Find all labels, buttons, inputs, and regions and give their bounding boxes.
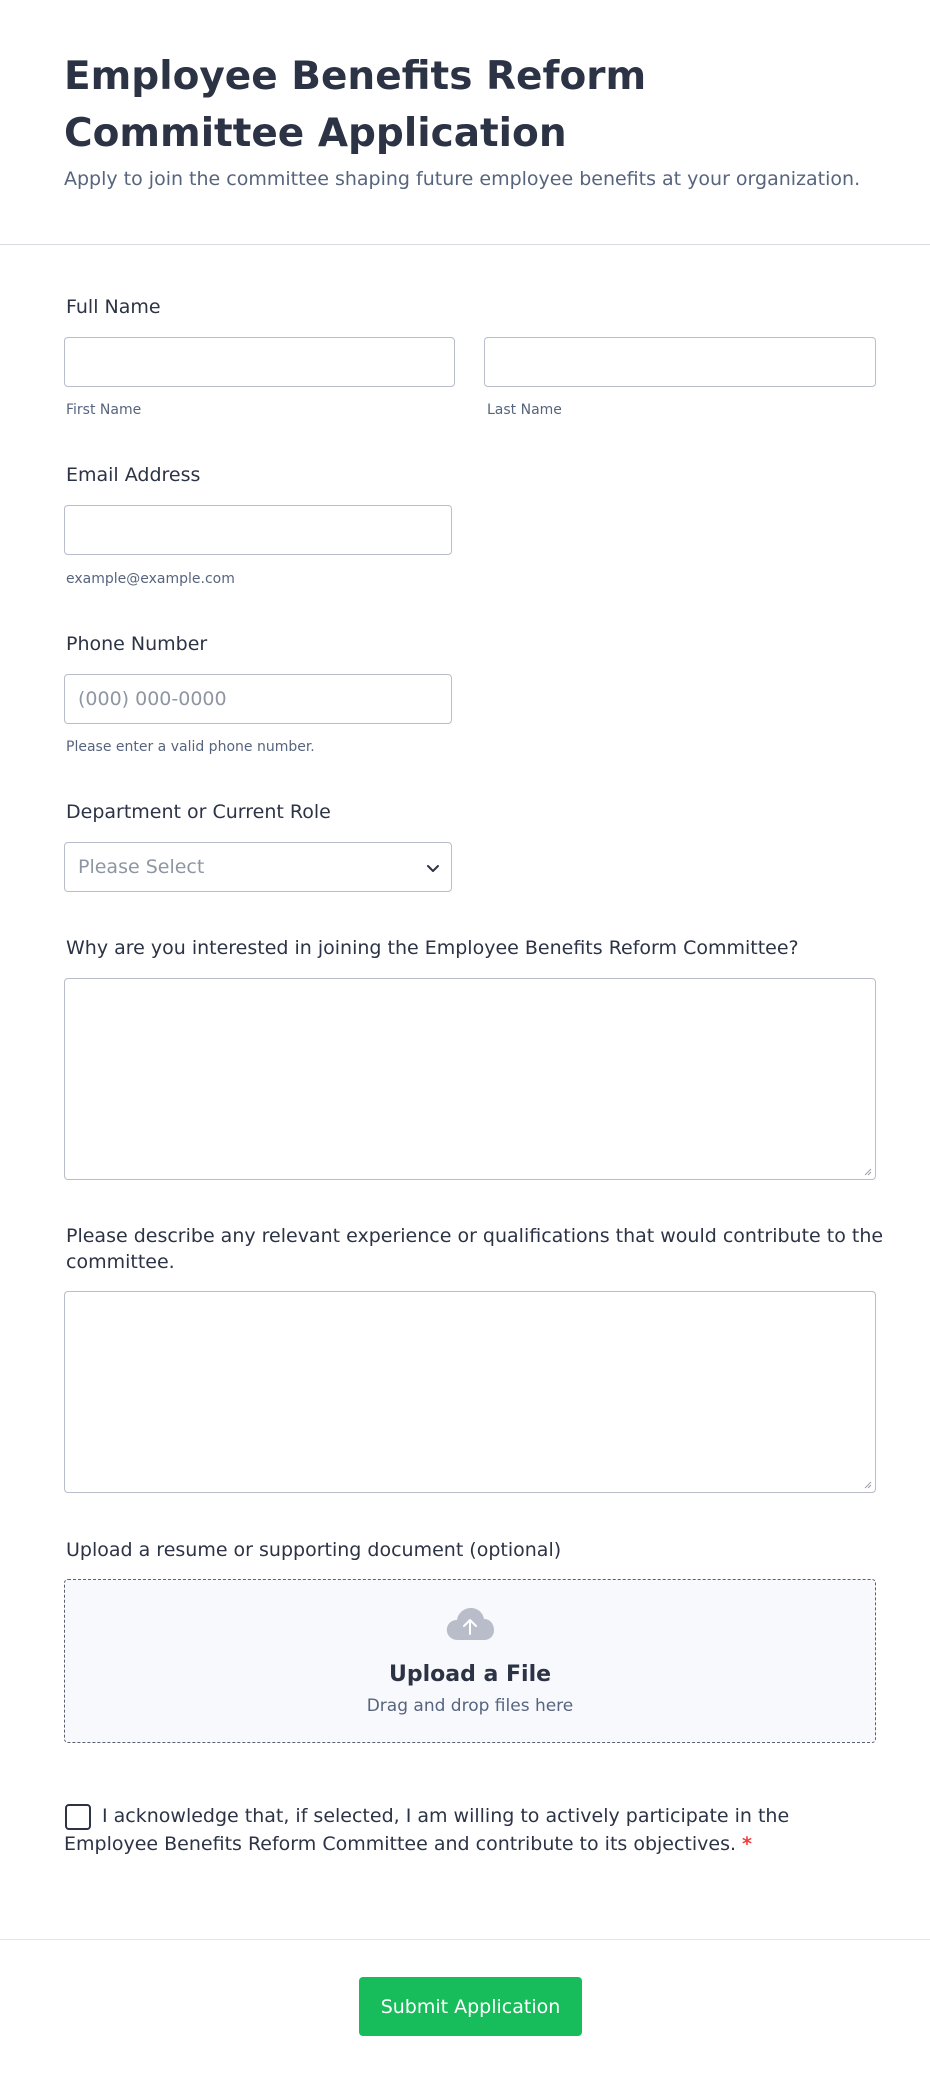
page-title: Employee Benefits Reform Committee Application [64,54,647,156]
experience-textarea[interactable] [64,1291,876,1493]
last-name-input[interactable] [484,337,876,387]
file-upload-dropzone[interactable] [64,1579,876,1743]
email-input[interactable] [64,505,452,555]
email-label: Email Address [66,464,201,486]
required-asterisk: * [742,1833,752,1855]
department-label: Department or Current Role [66,801,331,823]
first-name-sublabel: First Name [66,402,142,418]
department-select[interactable] [64,842,452,892]
chevron-down-icon [425,860,441,876]
full-name-label: Full Name [66,296,161,318]
department-selected-value: Please Select [78,856,205,878]
page-subtitle: Apply to join the committee shaping future employee benefits at your organization. [64,168,861,190]
cloud-upload-icon [445,1606,495,1642]
phone-input[interactable] [64,674,452,724]
upload-subtitle: Drag and drop files here [366,1696,574,1716]
resize-grip-icon[interactable] [862,1166,872,1176]
resize-grip-icon[interactable] [862,1479,872,1489]
acknowledge-text: I acknowledge that, if selected, I am willing to actively participate in the Employee Benefits Reform Committee and contribute to its objectives. [64,1805,790,1855]
footer-divider [0,1939,930,1940]
upload-title: Upload a File [388,1662,552,1687]
interest-textarea[interactable] [64,978,876,1180]
last-name-sublabel: Last Name [487,402,562,418]
phone-sublabel: Please enter a valid phone number. [66,739,315,755]
upload-label: Upload a resume or supporting document (optional) [66,1539,562,1561]
email-sublabel: example@example.com [66,571,235,587]
acknowledge-label [64,1802,824,1858]
interest-label: Why are you interested in joining the Employee Benefits Reform Committee? [66,937,799,959]
submit-button[interactable]: Submit Application [359,1977,582,2036]
form-header [0,0,930,245]
first-name-input[interactable] [64,337,455,387]
experience-label: Please describe any relevant experience or qualifications that would contribute to the committee. [66,1225,884,1273]
phone-label: Phone Number [66,633,208,655]
